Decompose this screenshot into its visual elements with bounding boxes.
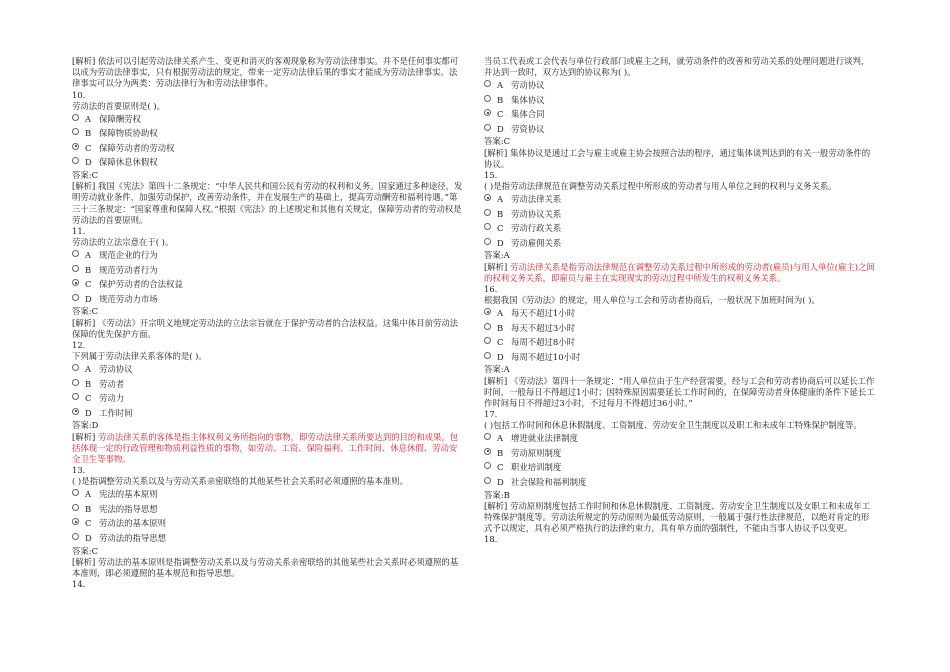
radio-empty-icon[interactable]: [72, 294, 79, 301]
option-letter: D: [85, 532, 92, 543]
text-line: 16.: [484, 284, 498, 295]
option-text: 保障物质协助权: [99, 128, 158, 139]
radio-empty-icon[interactable]: [484, 124, 491, 131]
answer-option[interactable]: [484, 306, 876, 321]
option-letter: B: [497, 447, 504, 458]
option-text: 社会保险和福利制度: [511, 476, 587, 487]
option-text: 劳动协议: [511, 80, 545, 91]
radio-selected-icon[interactable]: [72, 518, 79, 525]
text-line: 劳动法的首要原则是( )。: [72, 100, 165, 111]
text-line: 13.: [72, 465, 86, 476]
answer-option[interactable]: [484, 335, 876, 350]
radio-selected-icon[interactable]: [72, 279, 79, 286]
radio-empty-icon[interactable]: [484, 209, 491, 216]
text-line: 10.: [72, 89, 86, 100]
option-text: 劳动法律关系: [511, 194, 562, 205]
text-line: 答案:C: [72, 170, 98, 181]
option-letter: C: [497, 337, 504, 348]
answer-option[interactable]: [484, 192, 876, 207]
radio-empty-icon[interactable]: [72, 114, 79, 121]
answer-option[interactable]: [484, 93, 876, 108]
option-letter: B: [497, 94, 504, 105]
option-letter: A: [497, 194, 504, 205]
text-line: [解析] 劳动原则制度包括工作时间和休息休假制度、工资制度、劳动安全卫生制度以及女职工和未成年工特殊保护制度等。劳动法所规定的劳动原则为最低劳动原则，一般属于强行性法律规范，以绝对肯定的形式予以规定，具有必须严格执行的法律约束力，具有单方面的强制性，不能由当事人协议予以变更。: [484, 500, 871, 534]
text-line: ( )包括工作时间和休息休假制度、工资制度、劳动安全卫生制度以及职工和未成年工特殊保护制度等。: [484, 420, 862, 431]
option-text: 集体合同: [511, 109, 545, 120]
answer-option[interactable]: [72, 248, 464, 263]
option-letter: D: [497, 351, 504, 362]
option-text: 保障劳动者的劳动权: [99, 142, 175, 153]
option-text: 劳动行政关系: [511, 223, 562, 234]
option-text: 职业培训制度: [511, 462, 562, 473]
text-line: 答案:B: [484, 489, 510, 500]
radio-selected-icon[interactable]: [484, 109, 491, 116]
option-letter: A: [85, 489, 92, 500]
analysis-paragraph: [484, 262, 876, 284]
text-line: ( )是指调整劳动关系以及与劳动关系亲密联络的其他某些社会关系时必须遵照的基本准则。: [72, 476, 408, 487]
text-line: [解析] 《劳动法》开宗明义地规定劳动法的立法宗旨就在于保护劳动者的合法权益。这集中体目前劳动法保障的优先保护方面。: [72, 317, 459, 339]
option-letter: D: [85, 293, 92, 304]
radio-selected-icon[interactable]: [72, 408, 79, 415]
text-line: 答案:A: [484, 364, 510, 375]
radio-selected-icon[interactable]: [484, 308, 491, 315]
option-letter: A: [85, 250, 92, 261]
answer-option[interactable]: [484, 350, 876, 365]
text-line: [解析] 我国《宪法》第四十二条规定：“中华人民共和国公民有劳动的权利和义务。国家通过多种途径，发明劳动就业条件，加强劳动保护，改善劳动条件，并在发展生产的基础上，提高劳动酬劳和福利待遇。”第三十三条规定：“国家尊重和保障人权。”根据《宪法》的上述规定和其他有关规定，保障劳动者的劳动权是劳动法的首要原则。: [72, 181, 463, 225]
text-line: [解析] 《劳动法》第四十一条规定：“用人单位由于生产经营需要，经与工会和劳动者协商后可以延长工作时间，一般每日不得超过1小时；因特殊原因需要延长工作时间的，在保障劳动者身体健康的条件下延长工作时间每日不得超过3小时，不过每月不得超过36小时。”: [484, 375, 875, 409]
option-text: 保护劳动者的合法权益: [99, 279, 183, 290]
option-text: 每天不超过3小时: [511, 322, 575, 333]
answer-option[interactable]: [72, 391, 464, 406]
answer-option[interactable]: [484, 207, 876, 222]
text-line: 答案:D: [72, 420, 99, 431]
radio-empty-icon[interactable]: [484, 223, 491, 230]
option-letter: C: [85, 518, 92, 529]
highlighted-analysis-text: 劳动法律关系的客体是指主体权利义务所指向的事物，即劳动法律关系所要达到的目的和成果。包括体现一定的行政管理和物质利益性质的事物，如劳动、工资、保险福利、工作时间、休息休假、劳动安全卫生等事物。: [72, 431, 459, 465]
text-line: 12.: [72, 340, 86, 351]
option-letter: A: [497, 80, 504, 91]
option-text: 每周不超过8小时: [511, 337, 575, 348]
option-letter: C: [497, 109, 504, 120]
option-text: 劳动原则制度: [511, 447, 562, 458]
option-letter: C: [85, 393, 92, 404]
answer-option[interactable]: [72, 531, 464, 546]
text-line: 答案:C: [72, 306, 98, 317]
option-text: 增进就业法律制度: [511, 433, 578, 444]
radio-selected-icon[interactable]: [484, 194, 491, 201]
option-text: 宪法的指导思想: [99, 503, 158, 514]
radio-empty-icon[interactable]: [72, 504, 79, 511]
option-letter: D: [497, 476, 504, 487]
option-letter: B: [85, 264, 92, 275]
option-letter: D: [85, 157, 92, 168]
radio-empty-icon[interactable]: [484, 238, 491, 245]
option-letter: C: [85, 142, 92, 153]
text-line: 15.: [484, 170, 498, 181]
answer-option[interactable]: [484, 475, 876, 490]
text-line: 答案:A: [484, 250, 510, 261]
text-line: 答案:C: [484, 136, 510, 147]
option-text: 保障酬劳权: [99, 113, 141, 124]
text-line: 下列属于劳动法律关系客体的是( )。: [72, 351, 207, 362]
option-letter: C: [497, 223, 504, 234]
option-letter: B: [497, 208, 504, 219]
option-text: 每天不超过1小时: [511, 308, 575, 319]
option-text: 规范劳动者行为: [99, 264, 158, 275]
option-text: 工作时间: [99, 407, 133, 418]
option-text: 劳动法的基本原则: [99, 518, 166, 529]
radio-empty-icon[interactable]: [72, 157, 79, 164]
answer-option[interactable]: [72, 112, 464, 127]
answer-option[interactable]: [72, 277, 464, 292]
answer-option[interactable]: [72, 127, 464, 142]
radio-empty-icon[interactable]: [72, 364, 79, 371]
radio-empty-icon[interactable]: [72, 379, 79, 386]
answer-option[interactable]: [484, 446, 876, 461]
option-text: 劳动雇佣关系: [511, 237, 562, 248]
answer-option[interactable]: [72, 517, 464, 532]
radio-selected-icon[interactable]: [484, 448, 491, 455]
option-text: 劳动法的指导思想: [99, 532, 166, 543]
option-letter: C: [497, 462, 504, 473]
option-text: 劳动力: [99, 393, 125, 404]
radio-empty-icon[interactable]: [484, 433, 491, 440]
right-column: [484, 56, 876, 546]
text-line: 14.: [72, 579, 86, 590]
answer-option[interactable]: [72, 362, 464, 377]
answer-option[interactable]: [72, 377, 464, 392]
option-text: 宪法的基本原则: [99, 489, 158, 500]
text-line: [解析] 劳动法的基本原则是指调整劳动关系以及与劳动关系亲密联络的其他某些社会关系时必须遵照的基本准则，即必须遵照的基本规范和指导思想。: [72, 556, 459, 579]
text-line: 根据我国《劳动法》的规定，用人单位与工会和劳动者协商后，一般状况下加班时间为( )。: [484, 295, 820, 306]
answer-option[interactable]: [72, 263, 464, 278]
option-letter: D: [85, 407, 92, 418]
radio-empty-icon[interactable]: [484, 477, 491, 484]
radio-selected-icon[interactable]: [72, 143, 79, 150]
option-letter: B: [85, 378, 92, 389]
text-line: ( )是指劳动法律规范在调整劳动关系过程中所形成的劳动者与用人单位之间的权利与义务关系。: [484, 181, 837, 192]
option-text: 规范企业的行为: [99, 250, 158, 261]
option-letter: D: [497, 123, 504, 134]
radio-empty-icon[interactable]: [484, 462, 491, 469]
text-line: 答案:C: [72, 545, 98, 556]
option-text: 规范劳动力市场: [99, 293, 158, 304]
radio-empty-icon[interactable]: [72, 128, 79, 135]
option-letter: A: [497, 433, 504, 444]
option-letter: C: [85, 279, 92, 290]
option-letter: D: [497, 237, 504, 248]
text-line: 11.: [72, 226, 86, 237]
radio-empty-icon[interactable]: [72, 489, 79, 496]
highlighted-analysis-text: 劳动法律关系是指劳动法律规范在调整劳动关系过程中所形成的劳动者(雇员)与用人单位(雇主)之间的权利义务关系，即雇员与雇主在实现现实的劳动过程中所发生的权利义务关系。: [484, 261, 875, 283]
option-letter: A: [85, 113, 92, 124]
analysis-prefix: [解析]: [72, 431, 98, 442]
answer-option[interactable]: [72, 292, 464, 307]
answer-option[interactable]: [72, 156, 464, 171]
answer-option[interactable]: [484, 461, 876, 476]
radio-empty-icon[interactable]: [484, 95, 491, 102]
option-text: 每周不超过10小时: [511, 351, 581, 362]
answer-option[interactable]: [484, 122, 876, 137]
text-line: 当员工代表或工会代表与单位行政部门或雇主之间，就劳动条件的改善和劳动关系的处理问题进行谈判，并达到一致时，双方达到的协议称为( )。: [484, 56, 870, 78]
option-letter: B: [85, 503, 92, 514]
text-line: 18.: [484, 534, 498, 545]
option-letter: A: [497, 308, 504, 319]
option-text: 保障休息休假权: [99, 157, 158, 168]
answer-option[interactable]: [484, 221, 876, 236]
answer-option[interactable]: [72, 141, 464, 156]
radio-empty-icon[interactable]: [72, 250, 79, 257]
answer-option[interactable]: [484, 78, 876, 93]
text-line: 劳动法的立法宗意在于( )。: [72, 237, 174, 248]
radio-empty-icon[interactable]: [484, 337, 491, 344]
option-text: 劳动者: [99, 378, 125, 389]
option-text: 劳动协议关系: [511, 208, 562, 219]
option-text: 劳资协议: [511, 123, 545, 134]
analysis-paragraph: [72, 432, 464, 466]
answer-option[interactable]: [72, 502, 464, 517]
radio-empty-icon[interactable]: [484, 323, 491, 330]
radio-empty-icon[interactable]: [72, 533, 79, 540]
answer-option[interactable]: [484, 321, 876, 336]
radio-empty-icon[interactable]: [72, 393, 79, 400]
text-line: [解析] 集体协议是通过工会与雇主或雇主协会按照合法的程序，通过集体谈判达到的有关一般劳动条件的协议。: [484, 147, 871, 169]
option-text: 集体协议: [511, 94, 545, 105]
option-text: 劳动协议: [99, 364, 133, 375]
option-letter: B: [497, 322, 504, 333]
answer-option[interactable]: [72, 488, 464, 503]
answer-option[interactable]: [72, 406, 464, 421]
answer-option[interactable]: [484, 236, 876, 251]
text-line: [解析] 依法可以引起劳动法律关系产生、变更和消灭的客观现象称为劳动法律事实。并不是任何事实都可以成为劳动法律事实，只有根据劳动法的规定，带来一定劳动法律后果的事实才能成为劳动法律事实。法律事实可以分为两类：劳动法律行为和劳动法律事件。: [72, 56, 459, 89]
option-letter: A: [85, 364, 92, 375]
text-line: 17.: [484, 409, 498, 420]
answer-option[interactable]: [484, 432, 876, 447]
answer-option[interactable]: [484, 107, 876, 122]
radio-empty-icon[interactable]: [72, 265, 79, 272]
left-column: [72, 56, 464, 590]
analysis-prefix: [解析]: [484, 261, 510, 272]
radio-empty-icon[interactable]: [484, 80, 491, 87]
radio-empty-icon[interactable]: [484, 352, 491, 359]
option-letter: B: [85, 128, 92, 139]
